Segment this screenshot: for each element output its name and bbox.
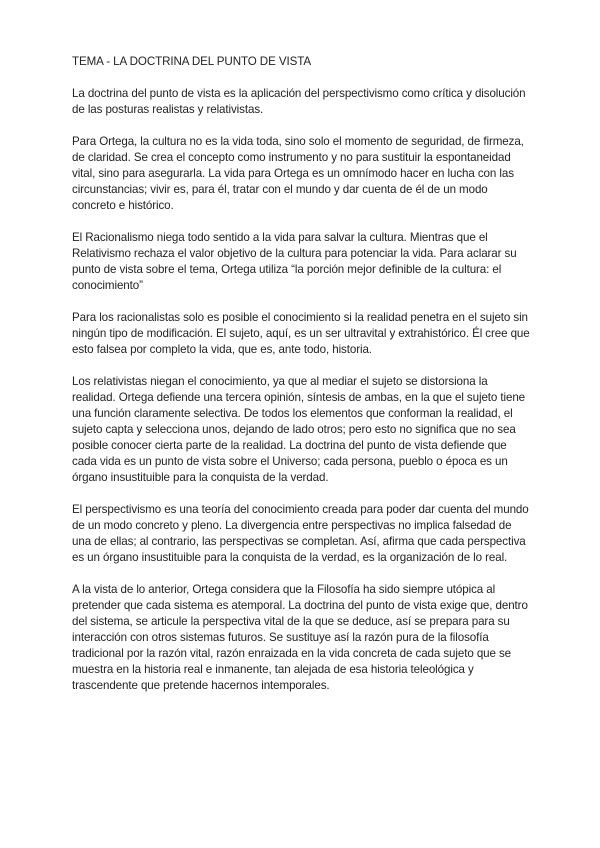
paragraph-4: Para los racionalistas solo es posible el conocimiento si la realidad penetra en el sujeto sin ningún tipo de modificación. El sujeto, aquí, es un ser ultravital y extrahistórico. Él cree que esto falsea por completo la vida, que es, ante todo, historia. [72, 311, 530, 356]
paragraph-7: A la vista de lo anterior, Ortega considera que la Filosofía ha sido siempre utópica al pretender que cada sistema es atemporal. La doctrina del punto de vista exige que, dentro del sistema, se articule la perspectiva vital de la que se deduce, así se prepara para su interacción con otros sistemas futuros. Se sustituye así la razón pura de la filosofía tradicional por la razón vital, razón enraizada en la vida concreta de cada sujeto que se muestra en la historia real e inmanente, tan alejada de esa historia teleológica y trascendente que pretende hacernos intemporales. [72, 583, 528, 692]
paragraph-5: Los relativistas niegan el conocimiento, ya que al mediar el sujeto se distorsiona la realidad. Ortega defiende una tercera opinión, síntesis de ambas, en la que el sujeto tiene una función claramente selectiva. De todos los elementos que conforman la realidad, el sujeto capta y selecciona unos, dejando de lado otros; pero esto no significa que no sea posible conocer cierta parte de la realidad. La doctrina del punto de vista defiende que cada vida es un punto de vista sobre el Universo; cada persona, pueblo o época es un órgano insustituible para la conquista de la verdad. [72, 375, 526, 484]
document-title: TEMA - LA DOCTRINA DEL PUNTO DE VISTA [72, 55, 311, 68]
paragraph-2: Para Ortega, la cultura no es la vida toda, sino solo el momento de seguridad, de firmeza, de claridad. Se crea el concepto como instrumento y no para sustituir la espontaneidad vital, sino para asegurarla. La vida para Ortega es un omnímodo hacer en lucha con las circunstancias; vivir es, para él, tratar con el mundo y dar cuenta de él de un modo concreto e histórico. [72, 135, 524, 212]
paragraph-1: La doctrina del punto de vista es la aplicación del perspectivismo como crítica y disolución de las posturas realistas y relativistas. [72, 87, 526, 116]
paragraph-6: El perspectivismo es una teoría del conocimiento creada para poder dar cuenta del mundo de un modo concreto y pleno. La divergencia entre perspectivas no implica falsedad de una de ellas; al contrario, las perspectivas se completan. Así, afirma que cada perspectiva es un órgano insustituible para la conquista de la verdad, es la organización de lo real. [72, 503, 529, 564]
document-page [72, 54, 532, 710]
paragraph-3: El Racionalismo niega todo sentido a la vida para salvar la cultura. Mientras que el Relativismo rechaza el valor objetivo de la cultura para potenciar la vida. Para aclarar su punto de vista sobre el tema, Ortega utiliza “la porción mejor definible de la cultura: el conocimiento” [72, 231, 517, 292]
